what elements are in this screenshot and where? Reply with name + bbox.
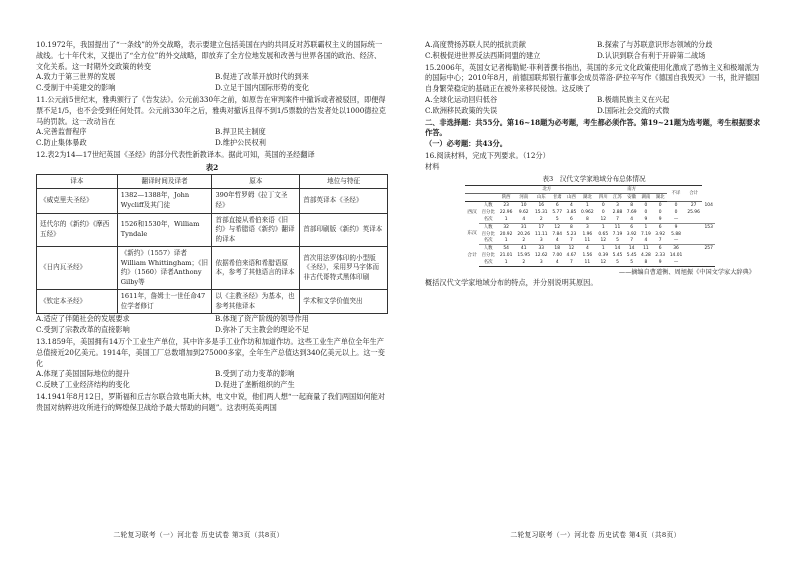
table-cell: 12 [596,259,610,266]
table-cell: 7 [625,238,639,245]
table-cell: 5.45 [612,253,623,259]
question-13 [36,337,388,391]
table-cell: 10 [520,203,527,208]
option-a[interactable]: A.体现了美国国际地位的提升 [36,369,130,379]
table-cell: 2 [515,238,533,245]
table-row [37,247,388,290]
table-row [465,259,715,266]
table-cell: 7.69 [626,209,637,215]
table-cell: 153 [704,224,713,230]
region-header: 江苏 [610,194,624,202]
question-11 [36,95,388,149]
option-a[interactable]: A.适应了伴随社会的发展要求 [36,314,130,324]
table-cell: 0 [674,209,678,215]
era-label: 西汉 [467,209,477,215]
option-c[interactable]: C.欧洲移民政策的失误 [425,105,498,115]
table-cell: 21.01 [499,253,513,259]
table-cell: 7 [564,259,578,266]
table-cell: 18 [554,246,561,252]
table-cell: 0.65 [598,231,609,237]
table-cell: 7.19 [641,231,651,237]
table-cell: 257 [704,246,713,252]
table-cell: 9 [653,216,667,223]
row-label: 百分比 [481,209,495,215]
region-header: 湖北 [579,194,597,202]
table-cell: — [667,259,685,266]
option-a[interactable]: A.致力于第三世界的发展 [36,72,116,82]
table-3-wrapper [465,185,715,267]
option-c[interactable]: C.反映了工业经济结构的变化 [36,380,130,390]
table-cell: 1 [601,224,605,230]
table-cell: 4 [625,216,639,223]
option-d[interactable]: D.国际社会交流的式微 [597,105,670,115]
table-cell: 首部英译本《圣经》 [300,189,388,213]
table-cell: 4.67 [566,253,577,259]
question-16-stem: 16.阅读材料，完成下列要求。（12分） [425,150,550,160]
header-blank [465,194,497,202]
table-cell: 4 [570,203,573,208]
option-d[interactable]: D.认识到联合有利于开辟第二战场 [597,50,706,60]
table-cell: 11 [579,238,597,245]
table-cell: 1382—1388年，John Wycliff及其门徒 [117,189,212,213]
option-a[interactable]: A.完善监督程序 [36,127,87,137]
table-cell: 《新约》（1557）译者William Whittingham；《旧约》（1560）译者Anthony Gilby等 [117,247,212,290]
table-cell: 5 [610,238,624,245]
option-b[interactable]: B.受到了动力变革的影响 [215,369,295,379]
table-row [465,245,715,252]
table-cell: 首次用法罗体印的小型版《圣经》，采用罗马字体而非古代哥特式黑体印刷 [300,247,388,290]
right-column [425,40,763,290]
table-cell: 23 [503,203,509,208]
table-row [465,223,715,230]
table-cell [685,259,703,266]
table-cell: 4 [639,238,653,245]
table-cell: 3 [533,238,551,245]
table-cell: 2.88 [612,209,623,215]
era-label: 东汉 [467,231,477,237]
option-d[interactable]: D.促进了垄断组织的产生 [215,380,295,390]
table-cell: 15.95 [517,253,530,259]
table-cell: 5.88 [671,231,681,237]
region-header: 湖南 [639,194,653,202]
question-12-stem: 12.表2为14—17世纪英国《圣经》的部分代表性新教译本。据此可知，英国的圣经翻译 [36,149,315,159]
region-header: 河南 [515,194,533,202]
table-cell: 5 [610,259,624,266]
question-14-continued [425,40,763,62]
table-cell: — [667,238,685,245]
table-cell: 12 [554,224,561,230]
table-cell: 5.23 [566,231,577,237]
writers-distribution-table [465,185,715,267]
question-13-options [36,369,388,391]
left-page-footer: 二轮复习联考（一）河北卷 历史试卷 第3页（共8页） [113,531,284,539]
table-cell: 54 [503,246,509,252]
table-cell: 0 [601,203,605,208]
table-cell: 41 [520,246,527,252]
table-row [37,189,388,213]
table-cell: 1611年，詹姆士一世任命47位学者修订 [117,290,212,314]
table-cell: 25.96 [687,209,700,215]
table-cell: 廷代尔的《新约》《摩西五经》 [37,213,118,247]
table-cell: 7 [610,216,624,223]
right-page [397,0,794,562]
header-blank [465,186,497,194]
section-2-subheading: （一）必考题：共43分。 [425,139,507,149]
table-cell: 32 [503,224,509,230]
table-cell: 11 [579,259,597,266]
table-header-row [465,186,715,194]
question-11-options [36,127,388,149]
table-cell: 14 [614,246,621,252]
table-cell: 5.45 [626,253,637,259]
table-cell: 学术和文学价值突出 [300,290,388,314]
table-cell: 12.62 [535,253,548,259]
row-label: 名次 [479,259,497,266]
row-label: 名次 [479,216,497,223]
table-cell: 7 [653,238,667,245]
table-row [465,202,715,209]
question-12 [36,150,388,336]
header-south: 南方 [596,186,667,194]
region-header: 山西 [564,194,578,202]
table-cell: 7 [564,238,578,245]
table-cell [685,252,703,259]
table-cell: 3 [616,203,619,208]
table-cell: 12 [568,246,575,252]
table-header-row [37,174,388,189]
header-source-text: 原本 [212,174,300,189]
table-cell [685,245,703,252]
table-cell: 0 [658,203,662,208]
table-cell: 9.62 [518,209,529,215]
region-header: 甘肃 [550,194,564,202]
region-header: 陕西 [497,194,515,202]
question-10-options [36,72,388,94]
right-page-footer: 二轮复习联考（一）河北卷 历史试卷 第4页（共8页） [510,531,681,539]
question-12-options [36,314,388,336]
table-cell: 4 [550,259,564,266]
question-14 [36,392,388,414]
table-cell: 27 [690,203,697,208]
question-15-options [425,95,763,117]
table-cell: 9 [674,224,678,230]
table-cell: 0.962 [581,209,594,215]
table-cell: 首部印刷版《新约》英译本 [300,213,388,247]
table-cell [685,238,703,245]
table-cell: 0 [601,209,605,215]
table-cell: 6 [658,224,662,230]
table-cell: 36 [673,246,679,252]
table-cell: 3.92 [655,231,666,237]
table-2-title: 表2 [205,162,219,172]
table-cell: 4 [550,238,564,245]
question-13-stem: 13.1859年，美国拥有14万个工业生产单位，其中许多是手工业作坊和加道作坊。这些工业生产单位全年生产总值接近20亿美元。1914年，美国工厂总数增加到275000多家，全年生产总值达到340亿美元以上。这一变化 [36,337,385,368]
question-15-stem: 15.2006年，英国女记者梅勒妮·菲利普撰书指出，英国的多元文化政策使用化激成了恐怖主义和极端派为的国际中心；2010年8月，前德国联邦银行董事会成员蒂洛·萨拉辛写作《德国自我毁灭》一书，批评德国自身繁荣稳定的基础正在被外来移民侵蚀。这反映了 [425,62,760,94]
option-c[interactable]: C.防止集体暴政 [36,138,87,148]
table-cell: 9 [639,216,653,223]
table-cell: 14 [628,246,635,252]
table-cell [702,259,715,266]
table-row [465,209,715,216]
row-label: 百分比 [481,231,495,237]
table-cell: 6 [555,203,559,208]
row-label: 百分比 [481,253,495,259]
option-b[interactable]: B.探索了与苏联意识形态领域的分歧 [597,40,713,49]
table-cell: 1 [497,259,515,266]
section-2-heading: 二、非选择题：共55分。第16~18题为必考题，考生都必须作答。第19~21题为选考题，考生根据要求作答。 [425,117,761,138]
row-label: 名次 [479,238,497,245]
table-cell: 11 [643,246,649,252]
question-16-prompt: 概括汉代文学家地域分布的特点，并分别说明其原因。 [425,278,598,288]
bible-translations-table [36,174,388,315]
table-cell: 1 [601,246,605,252]
option-b[interactable]: B.极端民族主义在兴起 [597,94,670,104]
table-cell: 1.96 [582,231,593,237]
table-cell [685,231,703,238]
row-label: 人数 [483,246,493,252]
table-cell: 0.39 [598,253,609,259]
table-cell: 14.01 [669,253,683,259]
question-10-stem: 10.1972年，我国提出了“一条线”的外交战略，表示要建立包括美国在内的共同反对苏联霸权主义的国际统一战线。七十年代末，又提出了“全方位”的外交战略，即放弃了全方位地发展和改善与世界各国的政治、经济、文化关系。这一时期外交政策的转变 [36,40,383,71]
option-a[interactable]: A.全球化运动回归低谷 [425,94,498,104]
table-cell: 390年哲罗姆《拉丁文圣经》 [212,189,300,213]
table-cell: 0 [644,203,648,208]
table-cell: 2 [515,259,533,266]
table-cell [702,209,715,216]
table-cell: 2 [533,216,551,223]
question-15 [425,63,763,117]
table-cell: 2.33 [655,253,666,259]
table-cell: 1.56 [582,253,593,259]
region-header: 山东 [533,194,551,202]
table-cell: 4 [585,246,589,252]
table-cell: 7.84 [552,231,563,237]
table-cell: 依据希伯来语和希腊语原本，参考了其他语言的译本 [212,247,300,290]
question-14-options [425,40,763,62]
table-cell: 《钦定本圣经》 [37,290,118,314]
table-3-title: 表3 汉代文学家地域分布总体情况 [542,174,646,183]
table-cell: 15.31 [535,209,548,215]
option-d[interactable]: D.弥补了天主教会的理论不足 [215,325,310,335]
table-cell: 4.28 [641,253,651,259]
table-cell: 104 [704,202,713,208]
header-total: 合计 [685,186,703,202]
table-cell: 3.92 [626,231,637,237]
header-unknown: 不详 [667,186,685,202]
table-cell: 0 [658,209,662,215]
table-row [465,252,715,259]
table-cell: 0 [644,209,648,215]
table-row [465,216,715,223]
header-status-features: 地位与特征 [300,174,388,189]
table-cell: 12 [596,216,610,223]
option-d[interactable]: D.维护公民权利 [215,138,266,148]
table-cell: 3 [585,224,589,230]
table-cell: 12 [596,238,610,245]
table-cell: 11 [614,224,621,230]
option-d[interactable]: D.立足于国内国际形势的变化 [215,83,310,93]
left-column [36,40,388,415]
table-cell: 31 [520,224,527,230]
header-translation: 译本 [37,174,118,189]
table-cell: 17 [538,224,545,230]
table-cell: 0 [674,203,678,208]
table-cell: 以《主教圣经》为基本，也参考其他译本 [212,290,300,314]
table-cell: 7.19 [612,231,623,237]
table-cell: 5.77 [552,209,563,215]
table-cell: — [667,216,685,223]
question-14-stem: 14.1941年8月12日，罗斯福和丘吉尔联合致电斯大林，电文中说，他们两人想“一起商量了我们两国如何能对贵国对纳粹进攻所进行的辉煌保卫战给予最大帮助的问题”。这表明英美两国 [36,392,385,412]
table-cell: 5 [550,216,564,223]
table-cell [685,223,703,230]
question-11-stem: 11.公元前5世纪末，雅典颁行了《告发法》。公元前330年之前，如原告在审判案件中撤诉或者被驳回，即便得票不足1/5，也不会受到任何处罚。公元前330年之后，雅典对撤诉且得不到1/5票数的告发者处以1000德拉克马的罚款。这一改动旨在 [36,94,386,126]
table-cell: 6 [564,216,578,223]
table-cell: 《威克里夫圣经》 [37,189,118,213]
table-cell: 1526和1530年，William Tyndale [117,213,212,247]
option-c[interactable]: C.受到了宗教改革的直接影响 [36,325,130,335]
table-row [37,290,388,314]
table-cell [702,238,715,245]
table-cell [685,216,703,223]
option-a[interactable]: A.高度赞扬苏联人民的抵抗贡献 [425,40,526,49]
region-header: 湖北 [653,194,667,202]
table-cell: 3.85 [566,209,577,215]
table-cell: 1 [497,216,515,223]
table-row [37,213,388,247]
table-cell: 22.96 [499,209,513,215]
table-cell [702,252,715,259]
table-row [465,231,715,238]
material-label: 材料 [425,161,440,171]
region-header: 安徽 [625,194,639,202]
option-b[interactable]: B.体现了资产阶级的领导作用 [215,314,309,324]
table-cell: 5 [625,259,639,266]
header-north: 北方 [497,186,596,194]
header-time-translator: 翻译时间及译者 [117,174,212,189]
table-row [465,238,715,245]
table-cell: 首部直接从希伯来语《旧约》与希腊语《新约》翻译的译本 [212,213,300,247]
option-c[interactable]: C.受制于中美建交的影响 [36,83,116,93]
table-cell: 1 [497,238,515,245]
question-16 [425,151,763,289]
table-cell: 7.00 [552,253,563,259]
table-cell: 11.11 [535,231,548,237]
row-label: 人数 [483,203,493,208]
table-cell: 33 [538,246,545,252]
table-cell: 9 [653,259,667,266]
table-cell [702,216,715,223]
era-label: 合计 [467,252,477,258]
row-label: 人数 [483,224,493,230]
table-cell: 8 [579,216,597,223]
table-cell: 6 [630,224,634,230]
table-cell: 1 [644,224,648,230]
table-3-source: ——摘编自曹道衡、周旭振《中国文学家大辞典》 [618,269,755,277]
table-cell: 16 [538,203,545,208]
option-b[interactable]: B.捍卫民主制度 [215,127,266,137]
table-cell: 8 [570,224,573,230]
table-cell: 20.26 [517,231,530,237]
table-cell [702,231,715,238]
table-cell: 1 [585,203,589,208]
table-cell: 20.92 [499,231,513,237]
table-cell: 8 [630,203,634,208]
option-c[interactable]: C.积极促进世界反法西斯同盟的建立 [425,50,541,60]
table-cell: 3 [533,259,551,266]
table-cell: 《日内瓦圣经》 [37,247,118,290]
option-b[interactable]: B.促进了改革开放时代的到来 [215,72,309,82]
region-header: 四川 [596,194,610,202]
table-cell: 8 [639,259,653,266]
table-cell: 6 [658,246,662,252]
question-10 [36,40,388,94]
section-2 [425,118,763,150]
table-cell: 4 [515,216,533,223]
